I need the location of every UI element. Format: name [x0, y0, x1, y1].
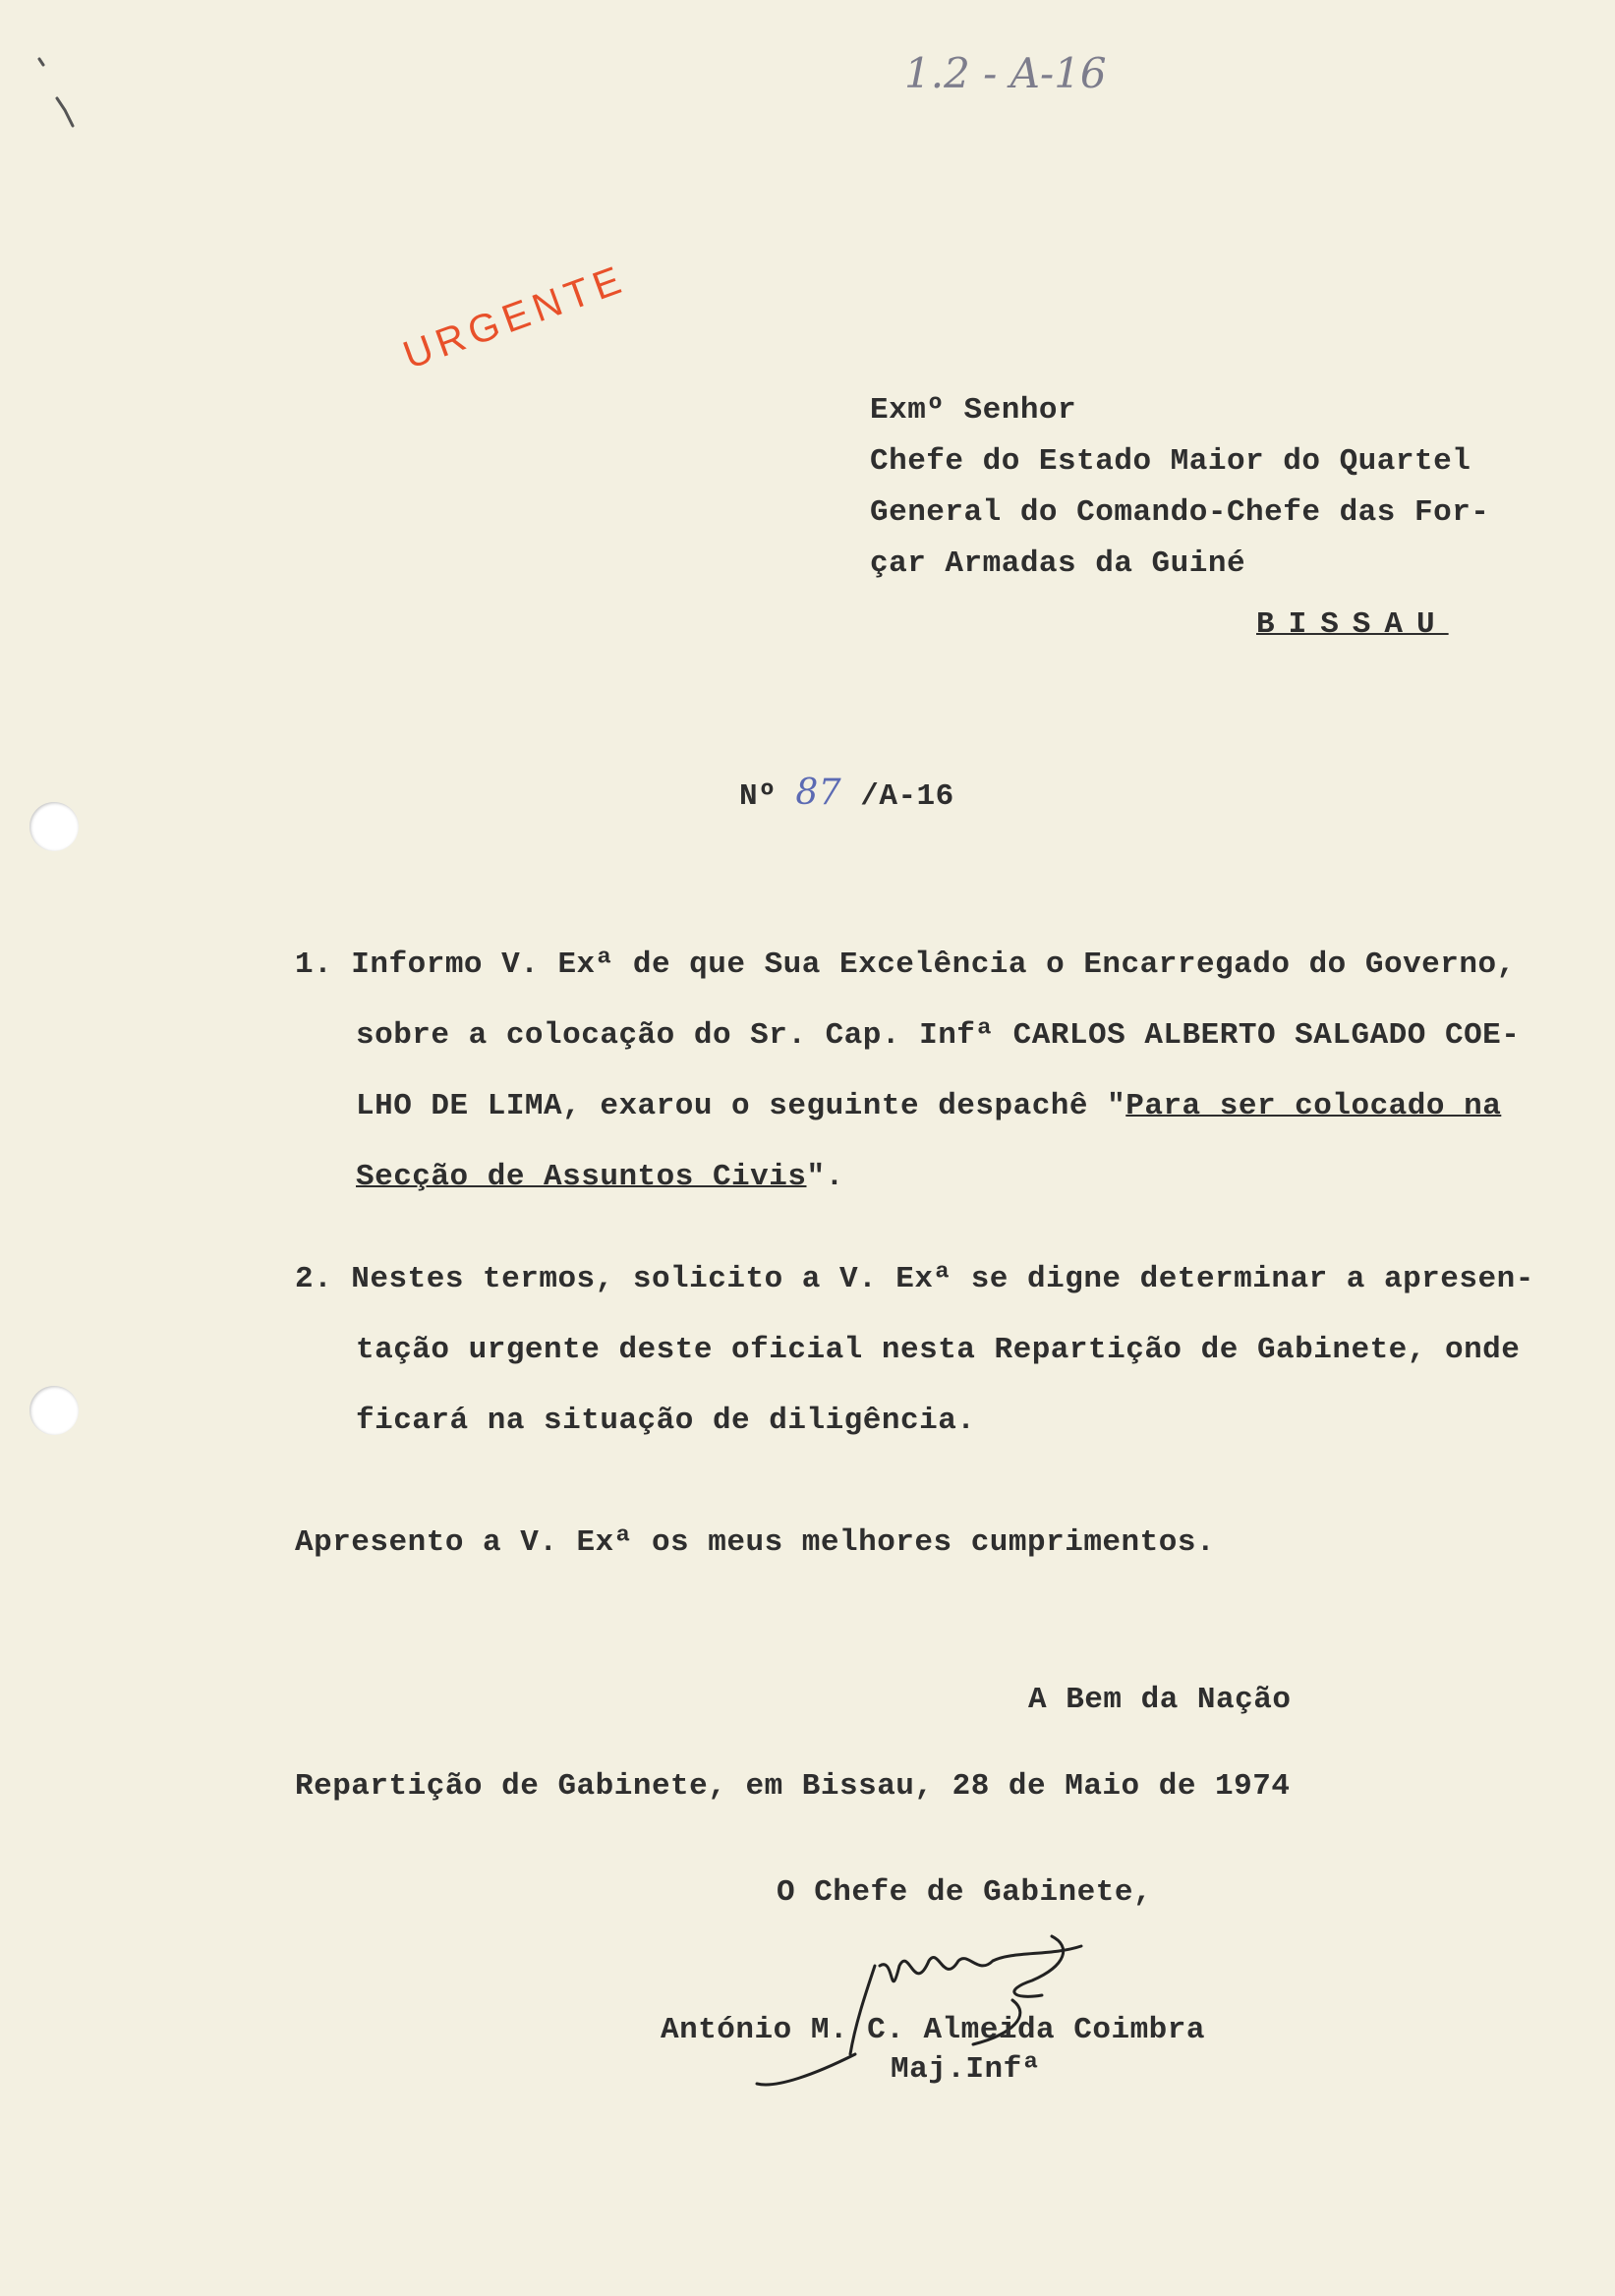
number-prefix: Nº [739, 779, 778, 814]
closing-sentence: Apresento a V. Exª os meus melhores cumprimentos. [295, 1525, 1216, 1560]
paragraph-2-line: ficará na situação de diligência. [356, 1404, 976, 1438]
addressee-city: BISSAU [1256, 607, 1449, 642]
paragraph-1-text: LHO DE LIMA, exarou o seguinte despachê " [356, 1089, 1126, 1123]
document-number [739, 773, 954, 814]
paragraph-1-line [356, 1089, 1501, 1123]
paragraph-1-line: sobre a colocação do Sr. Cap. Infª CARLOS ALBERTO SALGADO COE- [356, 1018, 1521, 1053]
addressee-line: General do Comando-Chefe das For- [870, 495, 1490, 530]
signatory-rank: Maj.Infª [891, 2052, 1041, 2087]
place-date: Repartição de Gabinete, em Bissau, 28 de Maio de 1974 [295, 1769, 1291, 1804]
number-handwritten: 87 [795, 773, 842, 813]
punch-hole-bottom [29, 1386, 79, 1435]
signatory-name: António M. C. Almeida Coimbra [661, 2013, 1205, 2047]
number-suffix: /A-16 [860, 779, 954, 814]
urgent-stamp: URGENTE [397, 257, 632, 378]
paragraph-1-line: 1. Informo V. Exª de que Sua Excelência o Encarregado do Governo, [295, 947, 1516, 982]
paragraph-1-text: ". [806, 1160, 844, 1194]
paragraph-2-line: tação urgente deste oficial nesta Repartição de Gabinete, onde [356, 1333, 1521, 1367]
handwritten-reference: 1.2 - A-16 [904, 49, 1107, 97]
addressee-line: çar Armadas da Guiné [870, 546, 1246, 581]
addressee-line: Chefe do Estado Maior do Quartel [870, 444, 1471, 479]
paragraph-1-line [356, 1160, 844, 1194]
corner-mark [29, 39, 79, 138]
punch-hole-top [29, 802, 79, 851]
paragraph-2-line: 2. Nestes termos, solicito a V. Exª se digne determinar a apresen- [295, 1262, 1534, 1296]
signatory-title: O Chefe de Gabinete, [777, 1875, 1153, 1910]
addressee-salutation: Exmº Senhor [870, 393, 1077, 428]
dispatch-quote: Secção de Assuntos Civis [356, 1160, 807, 1194]
dispatch-quote: Para ser colocado na [1125, 1089, 1502, 1123]
motto: A Bem da Nação [1028, 1683, 1292, 1717]
